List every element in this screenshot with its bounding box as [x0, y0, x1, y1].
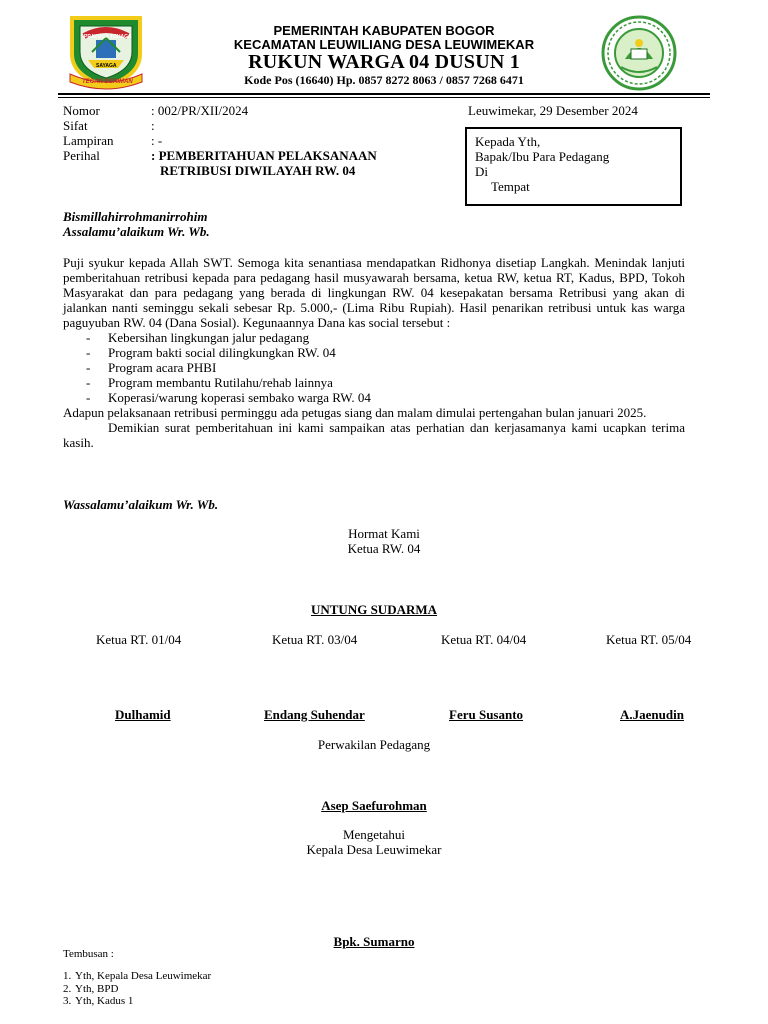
rt-title-1: Ketua RT. 01/04	[96, 632, 182, 647]
sifat-label: Sifat	[63, 118, 88, 133]
nomor-value: : 002/PR/XII/2024	[151, 103, 249, 118]
tembusan-item: 2. Yth, BPD	[63, 982, 119, 995]
body-paragraph-3: Demikian surat pemberitahuan ini kami sampaikan atas perhatian dan kerjasamanya kami ucapkan terima kasih.	[63, 420, 685, 450]
tembusan-item-text: Yth, BPD	[75, 982, 119, 995]
perihal-label: Perihal	[63, 148, 100, 163]
list-item: - Program membantu Rutilahu/rehab lainnya	[63, 375, 685, 390]
recipient-line-4: Tempat	[491, 179, 530, 194]
header-government: PEMERINTAH KABUPATEN BOGOR	[273, 23, 495, 38]
ketua-rw-name: UNTUNG SUDARMA	[310, 602, 438, 617]
logo-motto: TEGAR BERIMAN	[82, 79, 133, 85]
sifat-value: :	[151, 118, 155, 133]
pedagang-title: Perwakilan Pedagang	[317, 737, 431, 752]
list-item: - Program bakti social dilingkungkan RW. 04	[63, 345, 685, 360]
header-contact: Kode Pos (16640) Hp. 0857 8272 8063 / 0857 7268 6471	[244, 73, 524, 87]
tembusan-item-text: Yth, Kepala Desa Leuwimekar	[75, 970, 212, 982]
lampiran-value: : -	[151, 133, 163, 148]
closing-salam: Wassalamu’alaikum Wr. Wb.	[63, 497, 219, 512]
perihal-value-2: RETRIBUSI DIWILAYAH RW. 04	[160, 163, 356, 178]
hormat-kami: Hormat Kami	[348, 526, 420, 541]
rt-name-3: Feru Susanto	[449, 707, 524, 722]
greeting-bismillah: Bismillahirrohmanirrohim	[63, 209, 208, 224]
tembusan-item: 3. Yth, Kadus 1	[63, 995, 134, 1007]
ketua-rw-block	[0, 526, 768, 556]
rt-title-2: Ketua RT. 03/04	[272, 632, 358, 647]
tembusan-label: Tembusan :	[63, 948, 114, 960]
tembusan-list	[63, 970, 211, 1008]
kades-title: Kepala Desa Leuwimekar	[306, 842, 442, 857]
letter-body	[63, 255, 685, 450]
list-item: - Program acara PHBI	[63, 360, 685, 375]
mengetahui: Mengetahui	[342, 827, 406, 842]
list-item: - Koperasi/warung koperasi sembako warga RW. 04	[63, 390, 685, 405]
pedagang-name-wrap	[0, 797, 748, 815]
rt-title-4: Ketua RT. 05/04	[606, 632, 692, 647]
nomor-label: Nomor	[63, 103, 100, 118]
header-rule-thick	[58, 93, 710, 95]
tembusan-item: 1. Yth, Kepala Desa Leuwimekar	[63, 970, 212, 982]
tembusan-item-text: Yth, Kadus 1	[75, 995, 134, 1007]
body-paragraph-2: Adapun pelaksanaan retribusi perminggu ada petugas siang dan malam dimulai pertengahan bulan januari 2025.	[63, 405, 647, 420]
greeting-salam: Assalamu’alaikum Wr. Wb.	[63, 224, 210, 239]
recipient-line-2: Bapak/Ibu Para Pedagang	[475, 149, 610, 164]
perihal-value-1: : PEMBERITAHUAN PELAKSANAAN	[151, 148, 377, 163]
recipient-line-3: Di	[475, 164, 488, 179]
fund-usage-list	[63, 330, 685, 405]
logo-banner-top: PRAYOGA TOHAGA	[84, 34, 132, 40]
rt-name-4: A.Jaenudin	[620, 707, 684, 722]
rt-title-3: Ketua RT. 04/04	[441, 632, 527, 647]
pedagang-name: Asep Saefurohman	[321, 798, 427, 813]
lampiran-label: Lampiran	[63, 133, 114, 148]
logo-banner-mid: SAYAGA	[96, 63, 117, 69]
place-date: Leuwimekar, 29 Desember 2024	[468, 103, 638, 118]
recipient-line-1: Kepada Yth,	[475, 134, 541, 149]
ketua-rw-name-wrap	[0, 601, 748, 619]
list-item: - Kebersihan lingkungan jalur pedagang	[63, 330, 685, 345]
body-paragraph-1: Puji syukur kepada Allah SWT. Semoga kita senantiasa mendapatkan Ridhonya disetiap Langkah. Menindak lanjuti pemberitahuan retribusi kepada para pedagang hasil musyawarah bersama, ketua RW, ketua RT, Kadus, BPD, Tokoh Masyarakat dan para pedagang yang berada di lingkungan RW. 04 kesepakatan bersama Retribusi yang akan di jalankan nanti seminggu sekali sebesar Rp. 5.000,- (Lima Ribu Rupiah). Hasil penarikan retribusi untuk kas warga paguyuban RW. 04 (Dana Sosial). Kegunaannya Dana kas social tersebut :	[63, 255, 685, 330]
kades-name: Bpk. Sumarno	[333, 934, 415, 949]
rt-name-1: Dulhamid	[115, 707, 171, 722]
kades-block	[0, 827, 748, 857]
recipient-box	[465, 127, 682, 206]
ketua-rw-title: Ketua RW. 04	[347, 541, 421, 556]
rt-name-2: Endang Suhendar	[264, 707, 365, 722]
header-district: KECAMATAN LEUWILIANG DESA LEUWIMEKAR	[233, 37, 535, 52]
header-rw-title: RUKUN WARGA 04 DUSUN 1	[248, 51, 520, 73]
header-rule-thin	[58, 97, 710, 98]
